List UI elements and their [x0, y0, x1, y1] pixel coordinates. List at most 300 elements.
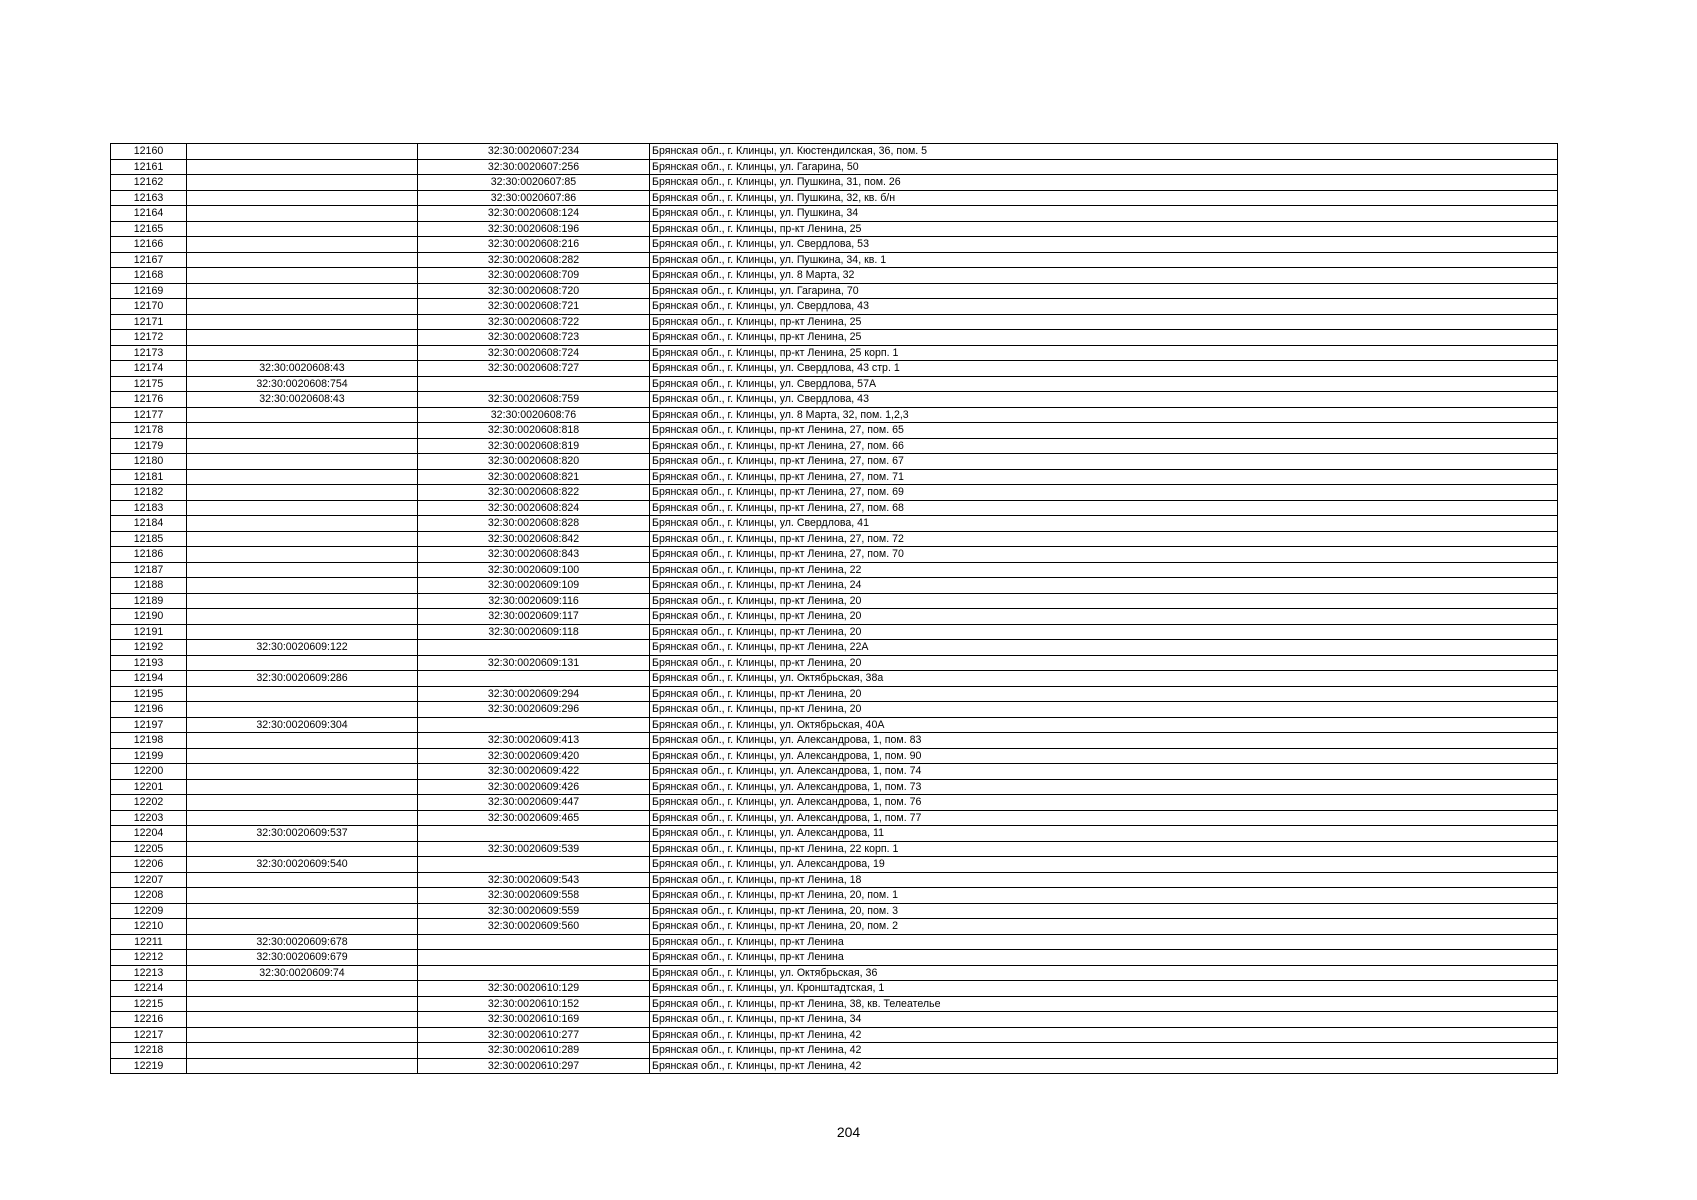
- parcel-number-cell: [187, 779, 418, 795]
- address-cell: Брянская обл., г. Клинцы, пр-кт Ленина: [650, 950, 1558, 966]
- address-cell: Брянская обл., г. Клинцы, ул. Свердлова, 43 стр. 1: [650, 361, 1558, 377]
- address-cell: Брянская обл., г. Клинцы, ул. Александрова, 1, пом. 76: [650, 795, 1558, 811]
- object-number-cell: 32:30:0020609:117: [418, 609, 650, 625]
- parcel-number-cell: [187, 268, 418, 284]
- address-cell: Брянская обл., г. Клинцы, пр-кт Ленина, 20, пом. 3: [650, 903, 1558, 919]
- object-number-cell: 32:30:0020609:116: [418, 593, 650, 609]
- parcel-number-cell: [187, 919, 418, 935]
- table-row: [111, 748, 1558, 764]
- object-number-cell: 32:30:0020607:85: [418, 175, 650, 191]
- table-row: [111, 423, 1558, 439]
- row-number-cell: 12174: [111, 361, 187, 377]
- address-cell: Брянская обл., г. Клинцы, пр-кт Ленина, 20: [650, 593, 1558, 609]
- parcel-number-cell: 32:30:0020609:537: [187, 826, 418, 842]
- table-row: [111, 779, 1558, 795]
- address-cell: Брянская обл., г. Клинцы, ул. 8 Марта, 32: [650, 268, 1558, 284]
- row-number-cell: 12206: [111, 857, 187, 873]
- address-cell: Брянская обл., г. Клинцы, ул. Александрова, 1, пом. 73: [650, 779, 1558, 795]
- row-number-cell: 12166: [111, 237, 187, 253]
- table-row: [111, 299, 1558, 315]
- parcel-number-cell: [187, 454, 418, 470]
- row-number-cell: 12176: [111, 392, 187, 408]
- table-row: [111, 810, 1558, 826]
- object-number-cell: 32:30:0020610:152: [418, 996, 650, 1012]
- address-cell: Брянская обл., г. Клинцы, ул. Александрова, 11: [650, 826, 1558, 842]
- table-row: [111, 903, 1558, 919]
- object-number-cell: [418, 950, 650, 966]
- object-number-cell: 32:30:0020608:76: [418, 407, 650, 423]
- parcel-number-cell: [187, 841, 418, 857]
- row-number-cell: 12184: [111, 516, 187, 532]
- object-number-cell: [418, 640, 650, 656]
- table-row: [111, 268, 1558, 284]
- object-number-cell: 32:30:0020609:426: [418, 779, 650, 795]
- address-cell: Брянская обл., г. Клинцы, пр-кт Ленина, 38, кв. Телеателье: [650, 996, 1558, 1012]
- table-row: [111, 1012, 1558, 1028]
- table-row: [111, 1058, 1558, 1074]
- parcel-number-cell: 32:30:0020609:304: [187, 717, 418, 733]
- row-number-cell: 12185: [111, 531, 187, 547]
- parcel-number-cell: [187, 1012, 418, 1028]
- address-cell: Брянская обл., г. Клинцы, ул. Александрова, 1, пом. 83: [650, 733, 1558, 749]
- address-cell: Брянская обл., г. Клинцы, ул. Свердлова, 53: [650, 237, 1558, 253]
- row-number-cell: 12163: [111, 190, 187, 206]
- parcel-number-cell: [187, 748, 418, 764]
- table-row: [111, 655, 1558, 671]
- table-row: [111, 671, 1558, 687]
- address-cell: Брянская обл., г. Клинцы, пр-кт Ленина, 25: [650, 314, 1558, 330]
- row-number-cell: 12173: [111, 345, 187, 361]
- table-row: [111, 376, 1558, 392]
- object-number-cell: 32:30:0020609:559: [418, 903, 650, 919]
- row-number-cell: 12194: [111, 671, 187, 687]
- row-number-cell: 12214: [111, 981, 187, 997]
- row-number-cell: 12172: [111, 330, 187, 346]
- object-number-cell: 32:30:0020609:296: [418, 702, 650, 718]
- object-number-cell: 32:30:0020608:722: [418, 314, 650, 330]
- object-number-cell: [418, 376, 650, 392]
- row-number-cell: 12210: [111, 919, 187, 935]
- parcel-number-cell: [187, 872, 418, 888]
- row-number-cell: 12197: [111, 717, 187, 733]
- table-row: [111, 485, 1558, 501]
- row-number-cell: 12190: [111, 609, 187, 625]
- parcel-number-cell: [187, 624, 418, 640]
- table-row: [111, 206, 1558, 222]
- table-row: [111, 950, 1558, 966]
- table-row: [111, 1043, 1558, 1059]
- object-number-cell: 32:30:0020609:558: [418, 888, 650, 904]
- row-number-cell: 12192: [111, 640, 187, 656]
- address-cell: Брянская обл., г. Клинцы, пр-кт Ленина, 20: [650, 624, 1558, 640]
- row-number-cell: 12175: [111, 376, 187, 392]
- parcel-number-cell: [187, 206, 418, 222]
- table-row: [111, 159, 1558, 175]
- address-cell: Брянская обл., г. Клинцы, пр-кт Ленина, 27, пом. 71: [650, 469, 1558, 485]
- parcel-number-cell: [187, 593, 418, 609]
- parcel-number-cell: [187, 423, 418, 439]
- object-number-cell: 32:30:0020608:721: [418, 299, 650, 315]
- object-number-cell: [418, 717, 650, 733]
- object-number-cell: 32:30:0020608:727: [418, 361, 650, 377]
- address-cell: Брянская обл., г. Клинцы, пр-кт Ленина, 25: [650, 221, 1558, 237]
- address-cell: Брянская обл., г. Клинцы, пр-кт Ленина, 27, пом. 69: [650, 485, 1558, 501]
- address-cell: Брянская обл., г. Клинцы, ул. 8 Марта, 32, пом. 1,2,3: [650, 407, 1558, 423]
- parcel-number-cell: 32:30:0020608:754: [187, 376, 418, 392]
- address-cell: Брянская обл., г. Клинцы, ул. Октябрьская, 36: [650, 965, 1558, 981]
- object-number-cell: 32:30:0020609:118: [418, 624, 650, 640]
- object-number-cell: 32:30:0020610:289: [418, 1043, 650, 1059]
- address-cell: Брянская обл., г. Клинцы, пр-кт Ленина, 42: [650, 1058, 1558, 1074]
- row-number-cell: 12216: [111, 1012, 187, 1028]
- object-number-cell: 32:30:0020609:560: [418, 919, 650, 935]
- table-row: [111, 640, 1558, 656]
- address-cell: Брянская обл., г. Клинцы, пр-кт Ленина, 20: [650, 609, 1558, 625]
- row-number-cell: 12188: [111, 578, 187, 594]
- table-row: [111, 175, 1558, 191]
- table-row: [111, 314, 1558, 330]
- object-number-cell: 32:30:0020610:277: [418, 1027, 650, 1043]
- table-row: [111, 609, 1558, 625]
- row-number-cell: 12179: [111, 438, 187, 454]
- object-number-cell: 32:30:0020608:818: [418, 423, 650, 439]
- object-number-cell: 32:30:0020608:820: [418, 454, 650, 470]
- row-number-cell: 12217: [111, 1027, 187, 1043]
- row-number-cell: 12203: [111, 810, 187, 826]
- object-number-cell: [418, 826, 650, 842]
- parcel-number-cell: [187, 190, 418, 206]
- parcel-number-cell: 32:30:0020609:679: [187, 950, 418, 966]
- table-row: [111, 888, 1558, 904]
- object-number-cell: 32:30:0020608:720: [418, 283, 650, 299]
- registry-table: [110, 143, 1558, 1074]
- table-row: [111, 841, 1558, 857]
- table-row: [111, 826, 1558, 842]
- row-number-cell: 12204: [111, 826, 187, 842]
- row-number-cell: 12170: [111, 299, 187, 315]
- row-number-cell: 12167: [111, 252, 187, 268]
- table-row: [111, 965, 1558, 981]
- page-number: 204: [836, 1124, 861, 1140]
- parcel-number-cell: [187, 159, 418, 175]
- parcel-number-cell: [187, 702, 418, 718]
- object-number-cell: 32:30:0020609:465: [418, 810, 650, 826]
- table-row: [111, 996, 1558, 1012]
- table-row: [111, 392, 1558, 408]
- object-number-cell: 32:30:0020609:539: [418, 841, 650, 857]
- object-number-cell: 32:30:0020608:759: [418, 392, 650, 408]
- object-number-cell: 32:30:0020608:822: [418, 485, 650, 501]
- table-row: [111, 283, 1558, 299]
- object-number-cell: 32:30:0020609:422: [418, 764, 650, 780]
- object-number-cell: 32:30:0020608:216: [418, 237, 650, 253]
- table-row: [111, 562, 1558, 578]
- object-number-cell: 32:30:0020608:824: [418, 500, 650, 516]
- table-row: [111, 252, 1558, 268]
- address-cell: Брянская обл., г. Клинцы, пр-кт Ленина, 25 корп. 1: [650, 345, 1558, 361]
- address-cell: Брянская обл., г. Клинцы, ул. Свердлова, 41: [650, 516, 1558, 532]
- table-row: [111, 702, 1558, 718]
- parcel-number-cell: [187, 888, 418, 904]
- parcel-number-cell: [187, 345, 418, 361]
- address-cell: Брянская обл., г. Клинцы, ул. Гагарина, 70: [650, 283, 1558, 299]
- parcel-number-cell: [187, 686, 418, 702]
- row-number-cell: 12164: [111, 206, 187, 222]
- parcel-number-cell: [187, 562, 418, 578]
- table-row: [111, 981, 1558, 997]
- table-row: [111, 624, 1558, 640]
- address-cell: Брянская обл., г. Клинцы, ул. Пушкина, 34: [650, 206, 1558, 222]
- parcel-number-cell: [187, 810, 418, 826]
- parcel-number-cell: 32:30:0020609:286: [187, 671, 418, 687]
- parcel-number-cell: [187, 981, 418, 997]
- parcel-number-cell: [187, 578, 418, 594]
- row-number-cell: 12195: [111, 686, 187, 702]
- table-row: [111, 593, 1558, 609]
- address-cell: Брянская обл., г. Клинцы, пр-кт Ленина: [650, 934, 1558, 950]
- parcel-number-cell: [187, 903, 418, 919]
- table-row: [111, 237, 1558, 253]
- object-number-cell: 32:30:0020608:196: [418, 221, 650, 237]
- address-cell: Брянская обл., г. Клинцы, пр-кт Ленина, 42: [650, 1043, 1558, 1059]
- parcel-number-cell: [187, 438, 418, 454]
- row-number-cell: 12186: [111, 547, 187, 563]
- object-number-cell: [418, 934, 650, 950]
- table-row: [111, 516, 1558, 532]
- row-number-cell: 12191: [111, 624, 187, 640]
- parcel-number-cell: [187, 485, 418, 501]
- parcel-number-cell: [187, 500, 418, 516]
- parcel-number-cell: [187, 733, 418, 749]
- address-cell: Брянская обл., г. Клинцы, пр-кт Ленина, 27, пом. 70: [650, 547, 1558, 563]
- object-number-cell: 32:30:0020608:843: [418, 547, 650, 563]
- address-cell: Брянская обл., г. Клинцы, ул. Свердлова, 43: [650, 299, 1558, 315]
- address-cell: Брянская обл., г. Клинцы, ул. Кронштадтская, 1: [650, 981, 1558, 997]
- object-number-cell: 32:30:0020608:828: [418, 516, 650, 532]
- address-cell: Брянская обл., г. Клинцы, пр-кт Ленина, 20: [650, 702, 1558, 718]
- table-row: [111, 330, 1558, 346]
- table-row: [111, 500, 1558, 516]
- row-number-cell: 12189: [111, 593, 187, 609]
- parcel-number-cell: [187, 1058, 418, 1074]
- row-number-cell: 12218: [111, 1043, 187, 1059]
- address-cell: Брянская обл., г. Клинцы, пр-кт Ленина, 20, пом. 1: [650, 888, 1558, 904]
- table-row: [111, 221, 1558, 237]
- object-number-cell: 32:30:0020610:129: [418, 981, 650, 997]
- table-row: [111, 919, 1558, 935]
- parcel-number-cell: [187, 531, 418, 547]
- table-row: [111, 345, 1558, 361]
- table-row: [111, 764, 1558, 780]
- object-number-cell: 32:30:0020609:294: [418, 686, 650, 702]
- object-number-cell: 32:30:0020608:709: [418, 268, 650, 284]
- address-cell: Брянская обл., г. Клинцы, пр-кт Ленина, 34: [650, 1012, 1558, 1028]
- address-cell: Брянская обл., г. Клинцы, пр-кт Ленина, 22: [650, 562, 1558, 578]
- object-number-cell: [418, 671, 650, 687]
- address-cell: Брянская обл., г. Клинцы, ул. Александрова, 1, пом. 74: [650, 764, 1558, 780]
- parcel-number-cell: [187, 330, 418, 346]
- parcel-number-cell: [187, 252, 418, 268]
- address-cell: Брянская обл., г. Клинцы, пр-кт Ленина, 27, пом. 65: [650, 423, 1558, 439]
- parcel-number-cell: [187, 516, 418, 532]
- address-cell: Брянская обл., г. Клинцы, ул. Пушкина, 34, кв. 1: [650, 252, 1558, 268]
- parcel-number-cell: [187, 283, 418, 299]
- address-cell: Брянская обл., г. Клинцы, ул. Свердлова, 57А: [650, 376, 1558, 392]
- table-row: [111, 872, 1558, 888]
- object-number-cell: 32:30:0020607:86: [418, 190, 650, 206]
- table-row: [111, 857, 1558, 873]
- row-number-cell: 12200: [111, 764, 187, 780]
- parcel-number-cell: 32:30:0020609:74: [187, 965, 418, 981]
- row-number-cell: 12160: [111, 144, 187, 160]
- address-cell: Брянская обл., г. Клинцы, пр-кт Ленина, 18: [650, 872, 1558, 888]
- row-number-cell: 12213: [111, 965, 187, 981]
- table-row: [111, 190, 1558, 206]
- object-number-cell: 32:30:0020609:413: [418, 733, 650, 749]
- address-cell: Брянская обл., г. Клинцы, пр-кт Ленина, 20, пом. 2: [650, 919, 1558, 935]
- table-row: [111, 717, 1558, 733]
- object-number-cell: 32:30:0020609:109: [418, 578, 650, 594]
- row-number-cell: 12215: [111, 996, 187, 1012]
- row-number-cell: 12168: [111, 268, 187, 284]
- row-number-cell: 12208: [111, 888, 187, 904]
- parcel-number-cell: 32:30:0020608:43: [187, 361, 418, 377]
- object-number-cell: 32:30:0020607:256: [418, 159, 650, 175]
- address-cell: Брянская обл., г. Клинцы, пр-кт Ленина, 25: [650, 330, 1558, 346]
- row-number-cell: 12205: [111, 841, 187, 857]
- row-number-cell: 12201: [111, 779, 187, 795]
- row-number-cell: 12211: [111, 934, 187, 950]
- parcel-number-cell: [187, 144, 418, 160]
- object-number-cell: [418, 857, 650, 873]
- object-number-cell: 32:30:0020609:420: [418, 748, 650, 764]
- table-row: [111, 531, 1558, 547]
- object-number-cell: 32:30:0020608:821: [418, 469, 650, 485]
- address-cell: Брянская обл., г. Клинцы, ул. Кюстендилская, 36, пом. 5: [650, 144, 1558, 160]
- object-number-cell: 32:30:0020608:724: [418, 345, 650, 361]
- address-cell: Брянская обл., г. Клинцы, пр-кт Ленина, 22 корп. 1: [650, 841, 1558, 857]
- parcel-number-cell: 32:30:0020609:540: [187, 857, 418, 873]
- object-number-cell: 32:30:0020608:819: [418, 438, 650, 454]
- address-cell: Брянская обл., г. Клинцы, ул. Александрова, 19: [650, 857, 1558, 873]
- address-cell: Брянская обл., г. Клинцы, ул. Гагарина, 50: [650, 159, 1558, 175]
- object-number-cell: 32:30:0020609:131: [418, 655, 650, 671]
- parcel-number-cell: [187, 175, 418, 191]
- address-cell: Брянская обл., г. Клинцы, ул. Александрова, 1, пом. 90: [650, 748, 1558, 764]
- parcel-number-cell: [187, 299, 418, 315]
- row-number-cell: 12187: [111, 562, 187, 578]
- address-cell: Брянская обл., г. Клинцы, пр-кт Ленина, 20: [650, 655, 1558, 671]
- parcel-number-cell: [187, 1043, 418, 1059]
- table-row: [111, 795, 1558, 811]
- object-number-cell: 32:30:0020607:234: [418, 144, 650, 160]
- address-cell: Брянская обл., г. Клинцы, ул. Александрова, 1, пом. 77: [650, 810, 1558, 826]
- parcel-number-cell: [187, 221, 418, 237]
- address-cell: Брянская обл., г. Клинцы, пр-кт Ленина, 20: [650, 686, 1558, 702]
- object-number-cell: 32:30:0020608:124: [418, 206, 650, 222]
- parcel-number-cell: 32:30:0020609:678: [187, 934, 418, 950]
- table-row: [111, 686, 1558, 702]
- object-number-cell: 32:30:0020608:723: [418, 330, 650, 346]
- parcel-number-cell: [187, 407, 418, 423]
- address-cell: Брянская обл., г. Клинцы, пр-кт Ленина, 27, пом. 72: [650, 531, 1558, 547]
- row-number-cell: 12180: [111, 454, 187, 470]
- table-row: [111, 438, 1558, 454]
- row-number-cell: 12202: [111, 795, 187, 811]
- row-number-cell: 12162: [111, 175, 187, 191]
- address-cell: Брянская обл., г. Клинцы, пр-кт Ленина, 22А: [650, 640, 1558, 656]
- object-number-cell: 32:30:0020609:543: [418, 872, 650, 888]
- table-row: [111, 934, 1558, 950]
- parcel-number-cell: [187, 469, 418, 485]
- table-row: [111, 454, 1558, 470]
- row-number-cell: 12219: [111, 1058, 187, 1074]
- parcel-number-cell: 32:30:0020609:122: [187, 640, 418, 656]
- row-number-cell: 12198: [111, 733, 187, 749]
- parcel-number-cell: [187, 795, 418, 811]
- row-number-cell: 12182: [111, 485, 187, 501]
- row-number-cell: 12161: [111, 159, 187, 175]
- object-number-cell: 32:30:0020610:297: [418, 1058, 650, 1074]
- parcel-number-cell: [187, 547, 418, 563]
- parcel-number-cell: [187, 609, 418, 625]
- address-cell: Брянская обл., г. Клинцы, пр-кт Ленина, 42: [650, 1027, 1558, 1043]
- table-row: [111, 733, 1558, 749]
- table-row: [111, 578, 1558, 594]
- table-row: [111, 361, 1558, 377]
- address-cell: Брянская обл., г. Клинцы, пр-кт Ленина, 27, пом. 68: [650, 500, 1558, 516]
- table-row: [111, 144, 1558, 160]
- parcel-number-cell: [187, 996, 418, 1012]
- table-row: [111, 469, 1558, 485]
- row-number-cell: 12165: [111, 221, 187, 237]
- parcel-number-cell: [187, 237, 418, 253]
- object-number-cell: 32:30:0020610:169: [418, 1012, 650, 1028]
- row-number-cell: 12193: [111, 655, 187, 671]
- address-cell: Брянская обл., г. Клинцы, ул. Октябрьская, 40А: [650, 717, 1558, 733]
- table-row: [111, 407, 1558, 423]
- row-number-cell: 12212: [111, 950, 187, 966]
- row-number-cell: 12177: [111, 407, 187, 423]
- parcel-number-cell: [187, 764, 418, 780]
- address-cell: Брянская обл., г. Клинцы, пр-кт Ленина, 27, пом. 66: [650, 438, 1558, 454]
- row-number-cell: 12183: [111, 500, 187, 516]
- registry-table-body: [111, 144, 1558, 1074]
- table-row: [111, 1027, 1558, 1043]
- row-number-cell: 12199: [111, 748, 187, 764]
- object-number-cell: 32:30:0020609:100: [418, 562, 650, 578]
- parcel-number-cell: 32:30:0020608:43: [187, 392, 418, 408]
- row-number-cell: 12178: [111, 423, 187, 439]
- address-cell: Брянская обл., г. Клинцы, пр-кт Ленина, 24: [650, 578, 1558, 594]
- table-row: [111, 547, 1558, 563]
- object-number-cell: 32:30:0020608:282: [418, 252, 650, 268]
- address-cell: Брянская обл., г. Клинцы, ул. Свердлова, 43: [650, 392, 1558, 408]
- row-number-cell: 12181: [111, 469, 187, 485]
- row-number-cell: 12171: [111, 314, 187, 330]
- row-number-cell: 12209: [111, 903, 187, 919]
- object-number-cell: 32:30:0020608:842: [418, 531, 650, 547]
- object-number-cell: [418, 965, 650, 981]
- parcel-number-cell: [187, 655, 418, 671]
- address-cell: Брянская обл., г. Клинцы, ул. Октябрьская, 38а: [650, 671, 1558, 687]
- row-number-cell: 12196: [111, 702, 187, 718]
- address-cell: Брянская обл., г. Клинцы, ул. Пушкина, 31, пом. 26: [650, 175, 1558, 191]
- row-number-cell: 12207: [111, 872, 187, 888]
- row-number-cell: 12169: [111, 283, 187, 299]
- parcel-number-cell: [187, 1027, 418, 1043]
- address-cell: Брянская обл., г. Клинцы, пр-кт Ленина, 27, пом. 67: [650, 454, 1558, 470]
